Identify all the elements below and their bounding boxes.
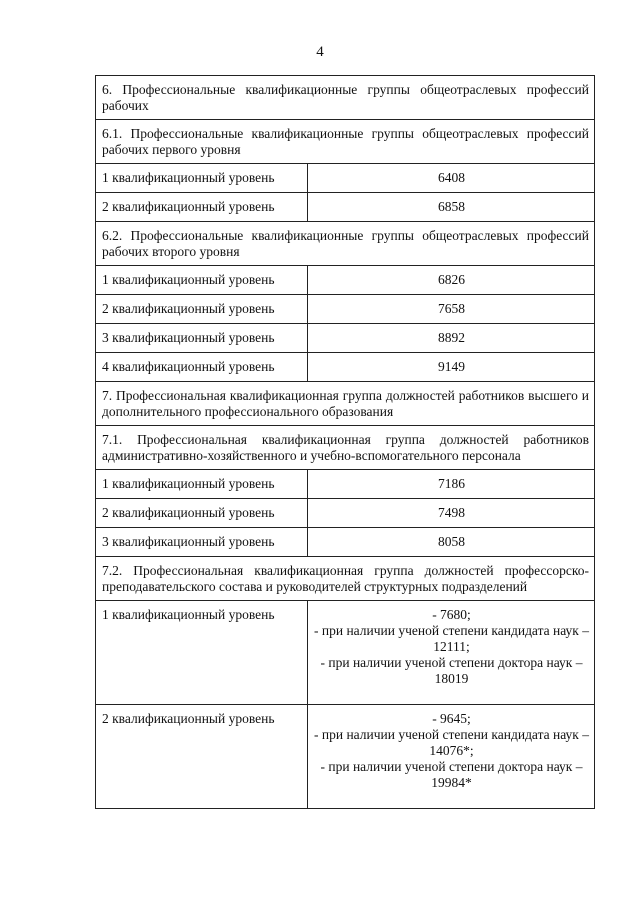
salary-value: 6408 (308, 164, 595, 193)
table-row (96, 426, 595, 470)
level-label: 1 квалификационный уровень (96, 470, 308, 499)
level-label: 2 квалификационный уровень (96, 193, 308, 222)
table-row (96, 528, 595, 557)
table-row (96, 557, 595, 601)
table-row (96, 222, 595, 266)
table-row (96, 470, 595, 499)
candidate-degree-salary: - при наличии ученой степени кандидата наук – 12111; (314, 623, 589, 654)
subsection-heading: 6.2. Профессиональные квалификационные группы общеотраслевых профессий рабочих второго уровня (96, 222, 595, 266)
table-row (96, 266, 595, 295)
salary-value: 9149 (308, 353, 595, 382)
table-row (96, 499, 595, 528)
section-heading: 7. Профессиональная квалификационная группа должностей работников высшего и дополнительного профессионального образования (96, 382, 595, 426)
table-row (96, 324, 595, 353)
level-label: 3 квалификационный уровень (96, 528, 308, 557)
salary-value (308, 601, 595, 705)
table-row (96, 76, 595, 120)
table-row (96, 601, 595, 705)
level-label: 1 квалификационный уровень (96, 601, 308, 705)
section-heading: 6. Профессиональные квалификационные группы общеотраслевых профессий рабочих (96, 76, 595, 120)
salary-value: 6826 (308, 266, 595, 295)
salary-value (308, 705, 595, 809)
subsection-heading: 7.2. Профессиональная квалификационная группа должностей профессорско-преподавательского состава и руководителей структурных подразделений (96, 557, 595, 601)
table-row (96, 382, 595, 426)
salary-value: 7186 (308, 470, 595, 499)
table-row (96, 295, 595, 324)
level-label: 2 квалификационный уровень (96, 295, 308, 324)
level-label: 2 квалификационный уровень (96, 705, 308, 809)
candidate-degree-salary: - при наличии ученой степени кандидата наук – 14076*; (314, 727, 589, 758)
base-salary: - 7680; (432, 607, 471, 622)
salary-value: 8892 (308, 324, 595, 353)
table-row (96, 120, 595, 164)
level-label: 2 квалификационный уровень (96, 499, 308, 528)
level-label: 4 квалификационный уровень (96, 353, 308, 382)
salary-value: 7498 (308, 499, 595, 528)
level-label: 1 квалификационный уровень (96, 266, 308, 295)
page-number: 4 (316, 44, 324, 60)
level-label: 1 квалификационный уровень (96, 164, 308, 193)
base-salary: - 9645; (432, 711, 471, 726)
salary-value: 6858 (308, 193, 595, 222)
salary-value: 7658 (308, 295, 595, 324)
table-row (96, 705, 595, 809)
table-row (96, 353, 595, 382)
level-label: 3 квалификационный уровень (96, 324, 308, 353)
table-row (96, 164, 595, 193)
salary-value: 8058 (308, 528, 595, 557)
subsection-heading: 6.1. Профессиональные квалификационные группы общеотраслевых профессий рабочих первого уровня (96, 120, 595, 164)
salary-table (95, 75, 595, 809)
subsection-heading: 7.1. Профессиональная квалификационная группа должностей работников административно-хозяйственного и учебно-вспомогательного персонала (96, 426, 595, 470)
doctor-degree-salary: - при наличии ученой степени доктора наук – 18019 (320, 655, 583, 686)
doctor-degree-salary: - при наличии ученой степени доктора наук – 19984* (320, 759, 583, 790)
table-row (96, 193, 595, 222)
